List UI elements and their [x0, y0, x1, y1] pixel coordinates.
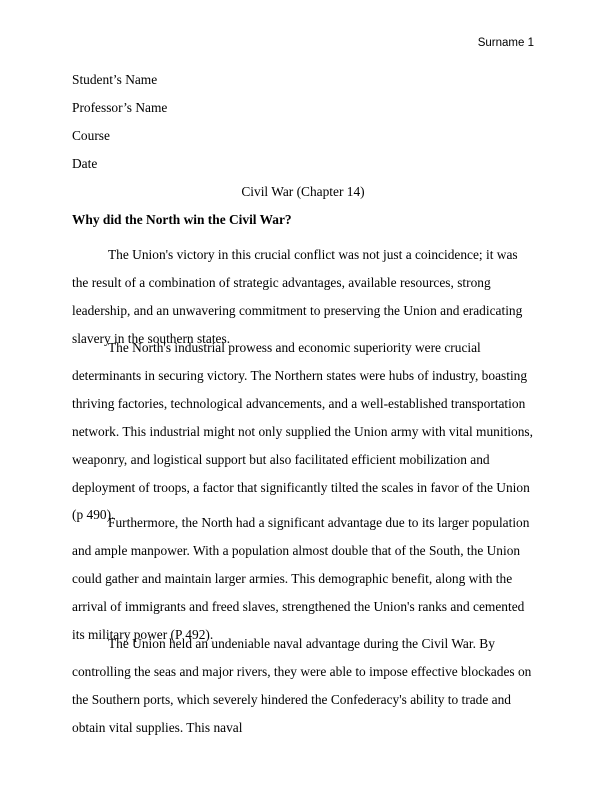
course-name: Course — [72, 128, 110, 143]
paragraph-2: The North's industrial prowess and economic superiority were crucial determinants in securing victory. The Northern states were hubs of industry, boasting thriving factories, technological advancements, and a well-established transportation network. This industrial might not only supplied the Union army with vital munitions, weaponry, and logistical support but also facilitated efficient mobilization and deployment of troops, a factor that significantly tilted the scales in favor of the Union (p 490). — [72, 340, 533, 523]
paragraph-4: The Union held an undeniable naval advantage during the Civil War. By controlling the seas and major rivers, they were able to impose effective blockades on the Southern ports, which severely hindered the Confederacy's ability to trade and obtain vital supplies. This naval — [72, 636, 532, 735]
student-name: Student’s Name — [72, 72, 158, 87]
paragraph-1: The Union's victory in this crucial conflict was not just a coincidence; it was the result of a combination of strategic advantages, available resources, strong leadership, and an unwavering commitment to preserving the Union and eradicating slavery in the southern states. — [72, 247, 523, 346]
question-heading: Why did the North win the Civil War? — [72, 212, 292, 227]
running-head: Surname 1 — [477, 37, 534, 49]
professor-name: Professor’s Name — [72, 100, 168, 115]
essay-title: Civil War (Chapter 14) — [241, 184, 365, 199]
date-line: Date — [72, 156, 98, 171]
paragraph-3: Furthermore, the North had a significant advantage due to its larger population and ample manpower. With a population almost double that of the South, the Union could gather and maintain larger armies. This demographic benefit, along with the arrival of immigrants and freed slaves, strengthened the Union's ranks and cemented its military power (P 492). — [72, 515, 530, 642]
